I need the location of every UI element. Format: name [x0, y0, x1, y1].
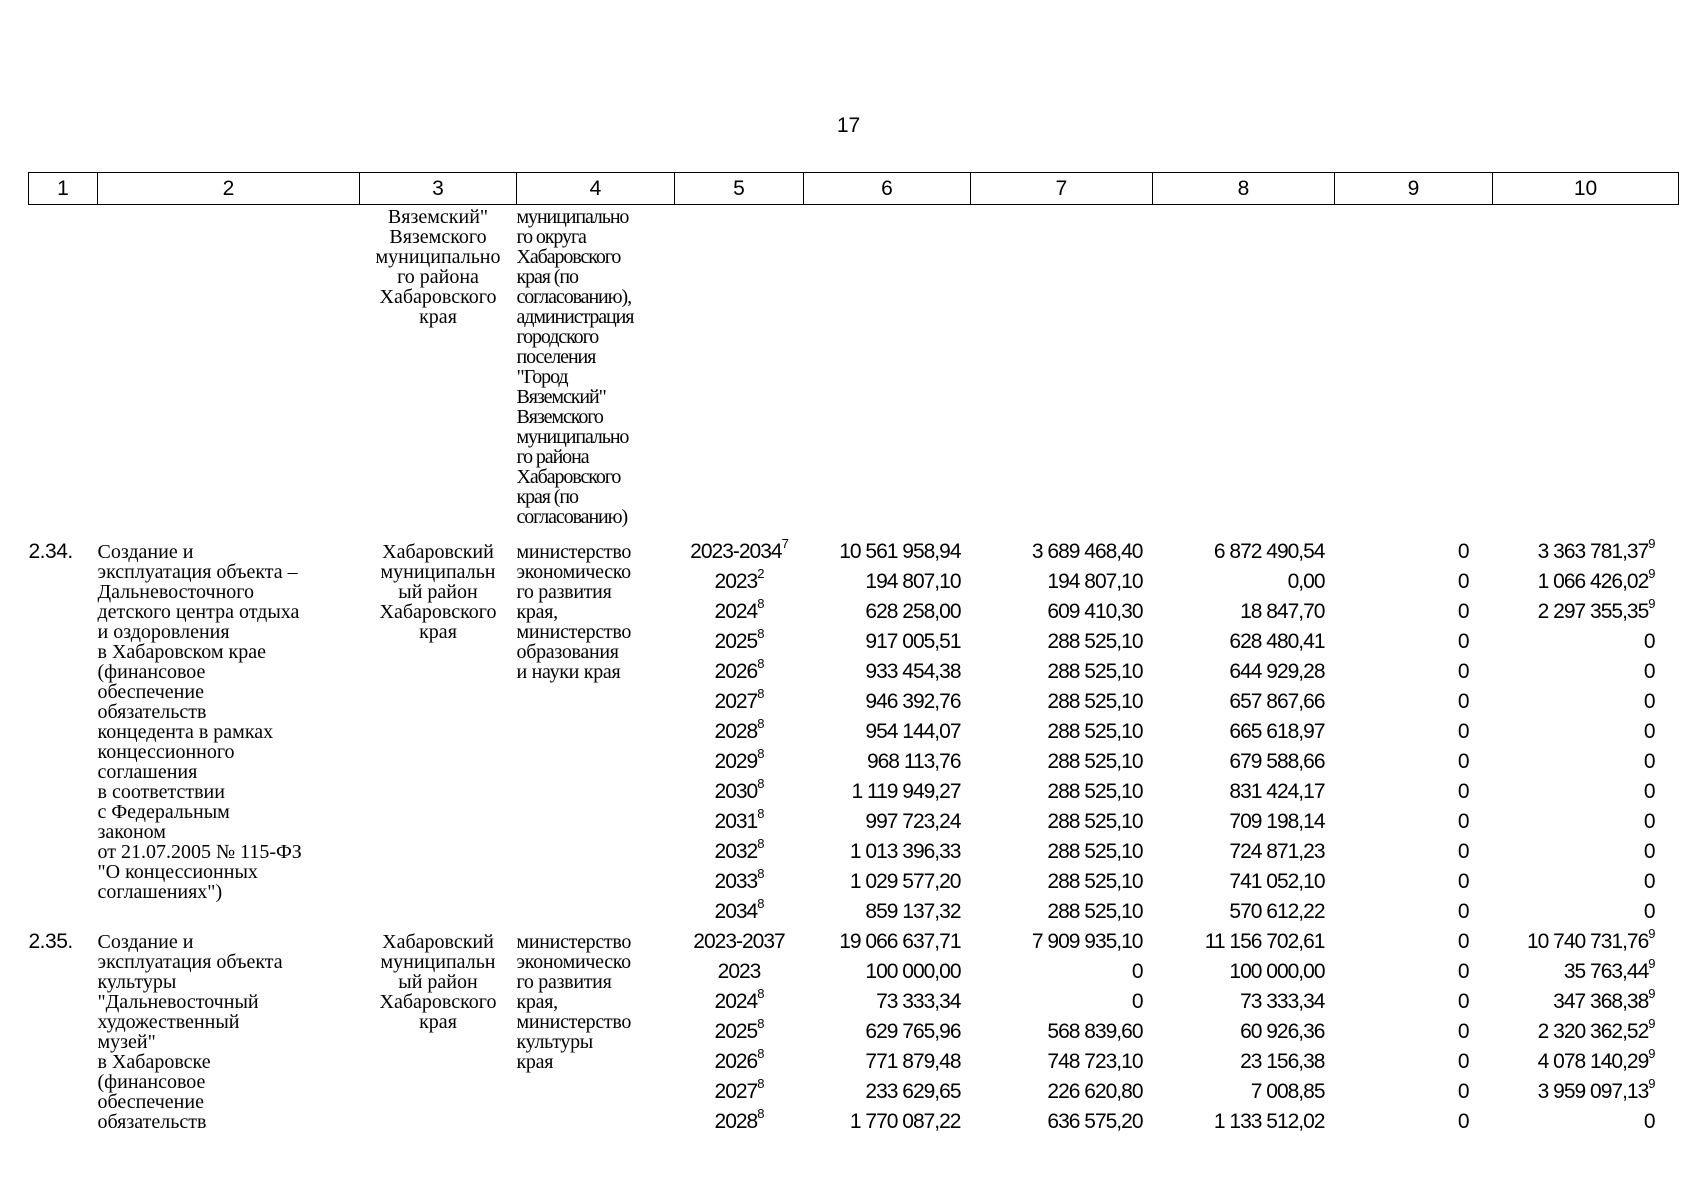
text-line: Хабаровский [382, 931, 494, 953]
text-line: обеспечение [97, 681, 204, 703]
extra-cell: 35 763,44$^9$ [1563, 956, 1655, 983]
extra-cell: 0 [1643, 630, 1655, 653]
header-col-10: 10 [1493, 173, 1679, 205]
text-line: (финансовое [97, 1071, 206, 1093]
local-cell: 0 [1457, 930, 1469, 953]
text-line: Вяземского [389, 226, 487, 248]
year-cell: 2026$^8$ [714, 656, 764, 683]
regional-cell: 665 618,97 [1229, 720, 1325, 743]
federal-cell: 609 410,30 [1047, 600, 1143, 623]
text-line: края [419, 306, 457, 328]
local-cell: 0 [1457, 900, 1469, 923]
table-row [29, 537, 1679, 927]
text-line: ый район [398, 581, 478, 603]
federal-cell: 288 525,10 [1047, 690, 1143, 713]
year-cell: 2023-2034$^7$ [690, 536, 788, 563]
extra-cell: 0 [1643, 810, 1655, 833]
total-cell: 771 879,48 [865, 1050, 961, 1073]
federal-cell: 226 620,80 [1047, 1080, 1143, 1103]
total-cell: 1 770 087,22 [849, 1110, 961, 1133]
federal-cell: 568 839,60 [1047, 1020, 1143, 1043]
header-col-1: 1 [29, 173, 98, 205]
header-col-7: 7 [971, 173, 1153, 205]
text-line: образования [516, 641, 619, 663]
text-line: Вяземский" [516, 386, 606, 408]
year-cell: 2024$^8$ [714, 986, 764, 1013]
territory [360, 537, 517, 927]
extra-cell: 0 [1643, 750, 1655, 773]
extra-cell: 3 959 097,13$^9$ [1537, 1076, 1655, 1103]
total-cell: 194 807,10 [865, 570, 961, 593]
local-cell: 0 [1457, 960, 1469, 983]
text-line: "Дальневосточный [97, 991, 259, 1013]
regional-cell: 657 867,66 [1229, 690, 1325, 713]
text-line: согласованию) [516, 506, 628, 528]
value-column-8 [1153, 927, 1335, 1137]
total-cell: 10 561 958,94 [839, 540, 961, 563]
footnote-marker: 8 [757, 806, 764, 821]
federal-cell: 288 525,10 [1047, 810, 1143, 833]
federal-cell: 0 [1131, 990, 1143, 1013]
year-cell: 2028$^8$ [714, 1106, 764, 1133]
text-line: обязательств [97, 701, 207, 723]
federal-cell: 288 525,10 [1047, 780, 1143, 803]
text-line: с Федеральным [97, 801, 230, 823]
text-line: го развития [516, 971, 612, 993]
year-cell: 2027$^8$ [714, 1076, 764, 1103]
extra-cell: 0 [1643, 900, 1655, 923]
footnote-marker: 9 [1648, 986, 1655, 1001]
local-cell: 0 [1457, 690, 1469, 713]
budget-table [28, 172, 1679, 1137]
footnote-marker: 9 [1648, 566, 1655, 581]
text-line: министерство [516, 621, 632, 643]
regional-cell: 18 847,70 [1240, 600, 1325, 623]
text-line: муниципально [516, 426, 629, 448]
text-line: поселения [516, 346, 596, 368]
value-column-7 [971, 537, 1153, 927]
local-cell: 0 [1457, 630, 1469, 653]
footnote-marker: 8 [757, 1106, 764, 1121]
regional-cell: 741 052,10 [1229, 870, 1325, 893]
regional-cell: 6 872 490,54 [1213, 540, 1325, 563]
text-line: Хабаровский [382, 541, 494, 563]
extra-cell: 10 740 731,76$^9$ [1526, 926, 1655, 953]
footnote-marker: 9 [1648, 956, 1655, 971]
federal-cell: 3 689 468,40 [1031, 540, 1143, 563]
text-line: концедента в рамках [97, 721, 274, 743]
extra-cell: 0 [1643, 720, 1655, 743]
federal-cell: 288 525,10 [1047, 870, 1143, 893]
year-cell: 2034$^8$ [714, 896, 764, 923]
total-cell: 1 119 949,27 [851, 780, 961, 803]
text-line: обязательств [97, 1111, 207, 1133]
footnote-marker: 9 [1648, 536, 1655, 551]
local-cell: 0 [1457, 870, 1469, 893]
text-line: детского центра отдыха [97, 601, 300, 623]
header-col-2: 2 [98, 173, 360, 205]
extra-cell: 0 [1643, 660, 1655, 683]
year-cell: 2023 [717, 960, 761, 983]
year-cell: 2026$^8$ [714, 1046, 764, 1073]
text-line: муниципально [516, 206, 629, 228]
local-cell: 0 [1457, 600, 1469, 623]
regional-cell: 73 333,34 [1240, 990, 1325, 1013]
total-cell: 954 144,07 [865, 720, 961, 743]
regional-cell: 23 156,38 [1240, 1050, 1325, 1073]
regional-cell: 628 480,41 [1229, 630, 1325, 653]
text-line: края (по [516, 266, 578, 288]
federal-cell: 288 525,10 [1047, 630, 1143, 653]
value-column-6 [804, 537, 971, 927]
federal-cell: 0 [1131, 960, 1143, 983]
value-column-6 [804, 927, 971, 1137]
federal-cell: 288 525,10 [1047, 840, 1143, 863]
text-line: края, [516, 991, 558, 1013]
text-line: и оздоровления [97, 621, 230, 643]
extra-cell: 0 [1643, 690, 1655, 713]
footnote-marker: 9 [1648, 1076, 1655, 1091]
text-line: Вяземский" [387, 206, 489, 228]
year-cell: 2029$^8$ [714, 746, 764, 773]
local-cell: 0 [1457, 660, 1469, 683]
header-col-5: 5 [675, 173, 804, 205]
regional-cell: 60 926,36 [1240, 1020, 1325, 1043]
text-line: художественный [97, 1011, 240, 1033]
extra-cell: 0 [1643, 840, 1655, 863]
territory [360, 927, 517, 1137]
text-line: администрация [516, 306, 634, 328]
value-column-8 [1153, 537, 1335, 927]
federal-cell: 288 525,10 [1047, 750, 1143, 773]
header-row [29, 173, 1679, 205]
footnote-marker: 2 [757, 566, 764, 581]
footnote-marker: 8 [757, 836, 764, 851]
footnote-marker: 8 [757, 626, 764, 641]
text-line: в Хабаровске [97, 1051, 211, 1073]
text-line: края [516, 1051, 554, 1073]
text-line: края [419, 621, 457, 643]
text-line: экономическо [516, 951, 631, 973]
total-cell: 100 000,00 [865, 960, 961, 983]
text-line: и науки края [516, 661, 621, 683]
footnote-marker: 8 [757, 986, 764, 1001]
total-cell: 73 333,34 [876, 990, 961, 1013]
total-cell: 629 765,96 [865, 1020, 961, 1043]
year-cell: 2025$^8$ [714, 626, 764, 653]
federal-cell: 288 525,10 [1047, 720, 1143, 743]
year-column [675, 927, 804, 1137]
local-cell: 0 [1457, 1080, 1469, 1103]
footnote-marker: 9 [1648, 926, 1655, 941]
value-column-10 [1493, 927, 1679, 1137]
page-number: 17 [836, 114, 861, 137]
text-line: "Город [516, 366, 568, 388]
text-line: в соответствии [97, 781, 225, 803]
year-cell: 2031$^8$ [714, 806, 764, 833]
text-line: эксплуатация объекта – [97, 561, 298, 583]
header-col-4: 4 [517, 173, 675, 205]
total-cell: 968 113,76 [866, 750, 961, 773]
value-column-9 [1335, 927, 1493, 1137]
regional-cell: 679 588,66 [1229, 750, 1325, 773]
local-cell: 0 [1457, 540, 1469, 563]
text-line: соглашения [97, 761, 198, 783]
text-line: министерство [516, 1011, 632, 1033]
text-line: го развития [516, 581, 612, 603]
header-col-9: 9 [1335, 173, 1493, 205]
footnote-marker: 8 [757, 1076, 764, 1091]
text-line: ый район [398, 971, 478, 993]
value-column-10 [1493, 537, 1679, 927]
text-line: края [419, 1011, 457, 1033]
executor [517, 537, 675, 927]
federal-cell: 636 575,20 [1047, 1110, 1143, 1133]
footnote-marker: 8 [757, 716, 764, 731]
federal-cell: 748 723,10 [1047, 1050, 1143, 1073]
text-line: го округа [516, 226, 586, 248]
year-cell: 2024$^8$ [714, 596, 764, 623]
continuation-row [29, 205, 1679, 538]
text-line: культуры [516, 1031, 593, 1053]
local-cell: 0 [1457, 810, 1469, 833]
regional-cell: 570 612,22 [1229, 900, 1325, 923]
regional-cell: 7 008,85 [1250, 1080, 1325, 1103]
text-line: Создание и [97, 931, 194, 953]
local-cell: 0 [1457, 720, 1469, 743]
executor [517, 927, 675, 1137]
total-cell: 997 723,24 [865, 810, 961, 833]
text-line: Дальневосточного [97, 581, 254, 603]
local-cell: 0 [1457, 780, 1469, 803]
footnote-marker: 8 [757, 866, 764, 881]
local-cell: 0 [1457, 840, 1469, 863]
measure-name [98, 537, 360, 927]
header-col-6: 6 [804, 173, 971, 205]
federal-cell: 194 807,10 [1047, 570, 1143, 593]
local-cell: 0 [1457, 750, 1469, 773]
text-line: края (по [516, 486, 578, 508]
footnote-marker: 7 [781, 536, 788, 551]
footnote-marker: 8 [757, 596, 764, 611]
text-line: экономическо [516, 561, 631, 583]
extra-cell: 0 [1643, 780, 1655, 803]
measure-name [98, 927, 360, 1137]
year-cell: 2033$^8$ [714, 866, 764, 893]
extra-cell: 2 320 362,52$^9$ [1537, 1016, 1655, 1043]
table-row [29, 927, 1679, 1137]
text-line: "О концессионных [97, 861, 258, 883]
text-line: го района [516, 446, 589, 468]
total-cell: 859 137,32 [865, 900, 961, 923]
year-cell: 2032$^8$ [714, 836, 764, 863]
year-cell: 2028$^8$ [714, 716, 764, 743]
federal-cell: 288 525,10 [1047, 900, 1143, 923]
year-cell: 2023-2037 [693, 930, 785, 953]
local-cell: 0 [1457, 1050, 1469, 1073]
text-line: эксплуатация объекта [97, 951, 283, 973]
total-cell: 917 005,51 [865, 630, 961, 653]
year-cell: 2030$^8$ [714, 776, 764, 803]
regional-cell: 709 198,14 [1229, 810, 1325, 833]
footnote-marker: 8 [757, 686, 764, 701]
total-cell: 233 629,65 [865, 1080, 961, 1103]
footnote-marker: 9 [1648, 1046, 1655, 1061]
text-line: го района [397, 266, 479, 288]
federal-cell: 288 525,10 [1047, 660, 1143, 683]
header-col-3: 3 [360, 173, 517, 205]
text-line: музей" [97, 1031, 156, 1053]
text-line: Хабаровского [379, 601, 497, 623]
regional-cell: 724 871,23 [1229, 840, 1325, 863]
extra-cell: 4 078 140,29$^9$ [1537, 1046, 1655, 1073]
extra-cell: 0 [1643, 870, 1655, 893]
footnote-marker: 9 [1648, 596, 1655, 611]
text-line: согласованию), [516, 286, 631, 308]
text-line: обеспечение [97, 1091, 204, 1113]
footnote-marker: 8 [757, 656, 764, 671]
text-line: Хабаровского [379, 991, 497, 1013]
text-line: соглашениях") [97, 881, 223, 903]
regional-cell: 1 133 512,02 [1213, 1110, 1325, 1133]
year-cell: 2023$^2$ [714, 566, 764, 593]
header-col-8: 8 [1153, 173, 1335, 205]
regional-cell: 0,00 [1287, 570, 1325, 593]
footnote-marker: 8 [757, 1046, 764, 1061]
text-line: министерство [516, 931, 632, 953]
total-cell: 933 454,38 [865, 660, 961, 683]
text-line: муниципальн [380, 951, 496, 973]
continuation-executor [517, 205, 675, 538]
footnote-marker: 8 [757, 896, 764, 911]
local-cell: 0 [1457, 990, 1469, 1013]
text-line: концессионного [97, 741, 235, 763]
text-line: Хабаровского [379, 286, 497, 308]
text-line: городского [516, 326, 599, 348]
footnote-marker: 8 [757, 746, 764, 761]
year-cell: 2027$^8$ [714, 686, 764, 713]
extra-cell: 0 [1643, 1110, 1655, 1133]
continuation-territory [360, 205, 517, 538]
local-cell: 0 [1457, 570, 1469, 593]
text-line: министерство [516, 541, 632, 563]
regional-cell: 11 156 702,61 [1204, 930, 1325, 953]
footnote-marker: 9 [1648, 1016, 1655, 1031]
text-line: муниципально [375, 246, 501, 268]
local-cell: 0 [1457, 1020, 1469, 1043]
local-cell: 0 [1457, 1110, 1469, 1133]
text-line: Создание и [97, 541, 194, 563]
total-cell: 19 066 637,71 [839, 930, 961, 953]
text-line: законом [97, 821, 166, 843]
text-line: Хабаровского [516, 246, 621, 268]
text-line: края, [516, 601, 558, 623]
footnote-marker: 8 [757, 1016, 764, 1031]
text-line: в Хабаровском крае [97, 641, 266, 663]
row-number: 2.35. [28, 930, 73, 953]
total-cell: 628 258,00 [865, 600, 961, 623]
year-cell: 2025$^8$ [714, 1016, 764, 1043]
extra-cell: 347 368,38$^9$ [1553, 986, 1655, 1013]
footnote-marker: 8 [757, 776, 764, 791]
row-number: 2.34. [28, 540, 73, 563]
total-cell: 946 392,76 [865, 690, 961, 713]
regional-cell: 644 929,28 [1229, 660, 1325, 683]
text-line: от 21.07.2005 № 115-ФЗ [97, 841, 302, 863]
extra-cell: 1 066 426,02$^9$ [1537, 566, 1655, 593]
text-line: Вяземского [516, 406, 603, 428]
extra-cell: 3 363 781,37$^9$ [1537, 536, 1655, 563]
text-line: (финансовое [97, 661, 206, 683]
regional-cell: 100 000,00 [1229, 960, 1325, 983]
total-cell: 1 013 396,33 [849, 840, 961, 863]
value-column-7 [971, 927, 1153, 1137]
total-cell: 1 029 577,20 [849, 870, 961, 893]
year-column [675, 537, 804, 927]
text-line: культуры [97, 971, 177, 993]
extra-cell: 2 297 355,35$^9$ [1537, 596, 1655, 623]
federal-cell: 7 909 935,10 [1031, 930, 1143, 953]
text-line: муниципальн [380, 561, 496, 583]
value-column-9 [1335, 537, 1493, 927]
text-line: Хабаровского [516, 466, 621, 488]
regional-cell: 831 424,17 [1229, 780, 1325, 803]
